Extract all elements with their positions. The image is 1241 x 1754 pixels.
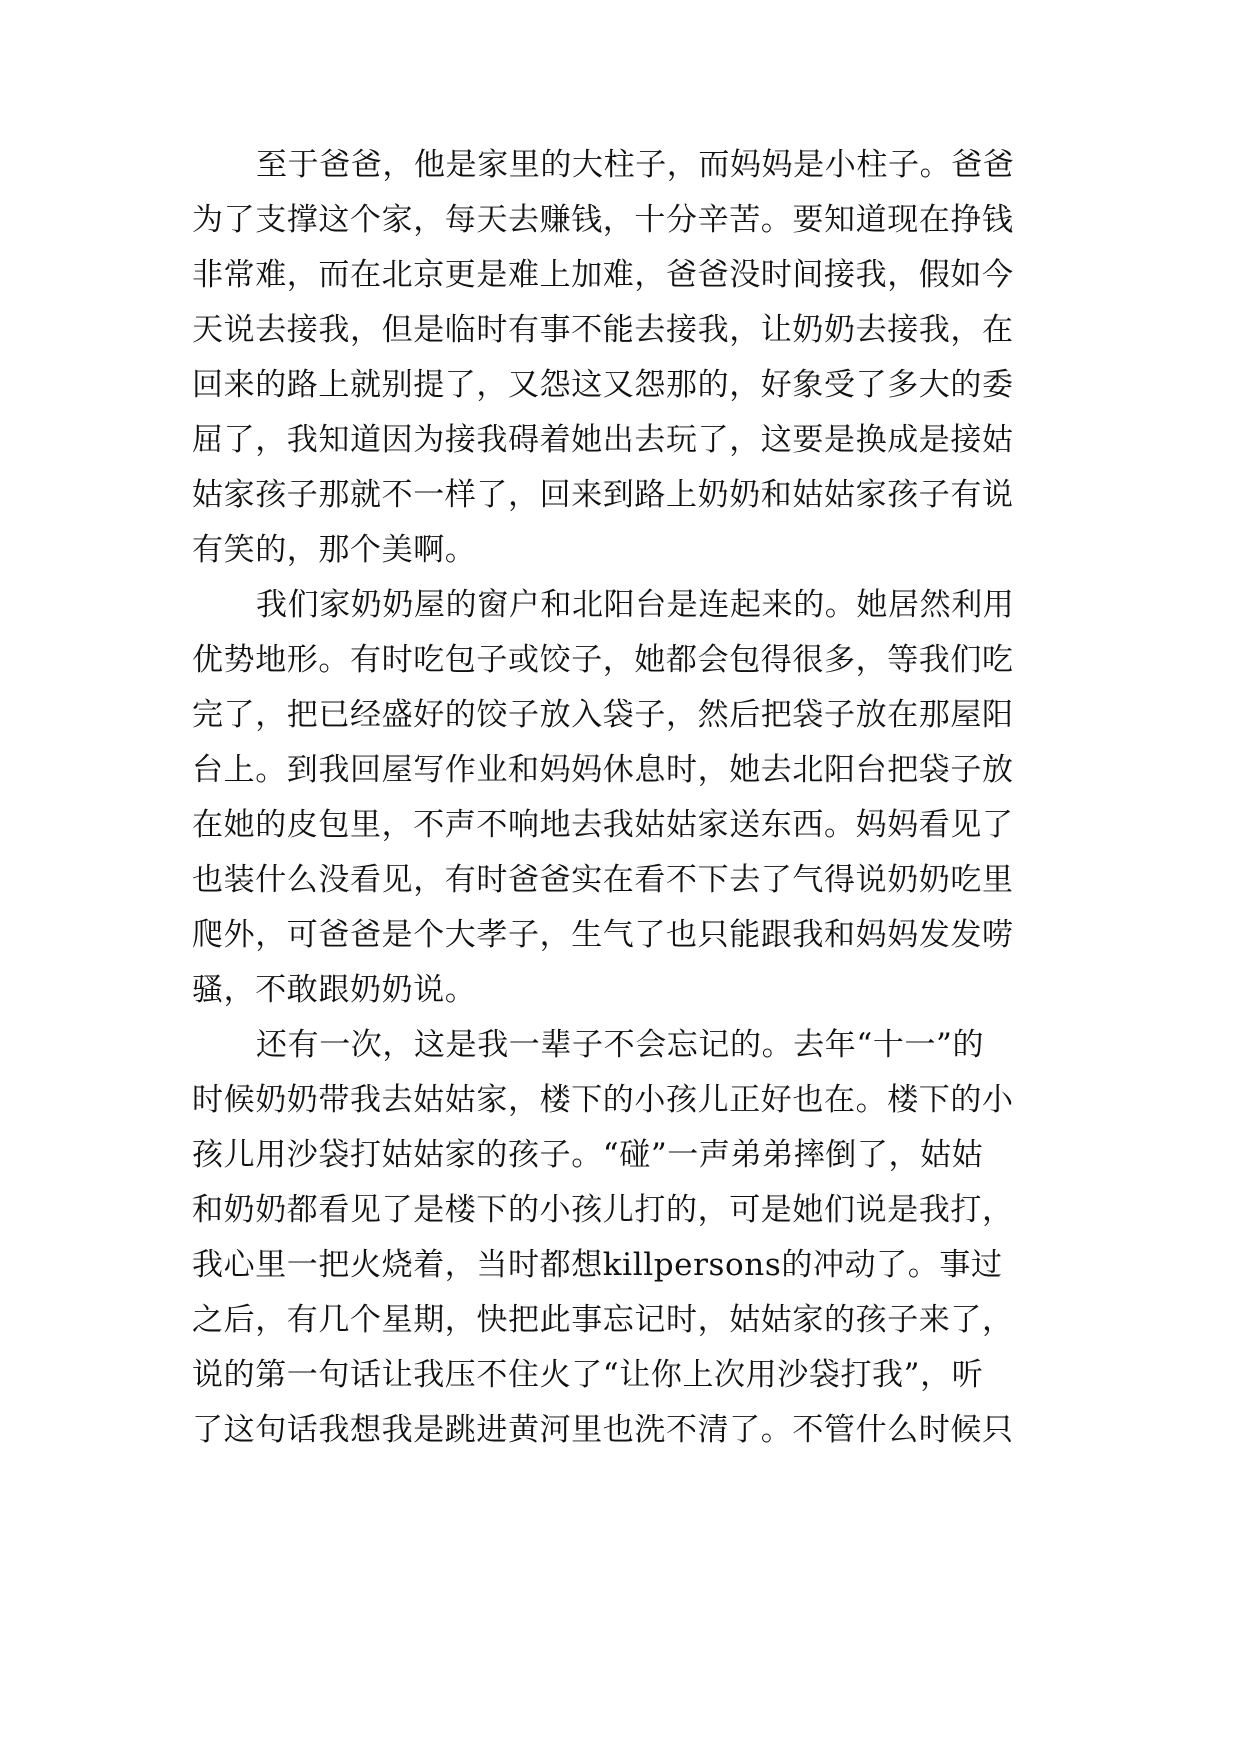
paragraph-line: 也装什么没看见，有时爸爸实在看不下去了气得说奶奶吃里 <box>192 862 1014 898</box>
paragraph-line: 孩儿用沙袋打姑姑家的孩子。“碰”一声弟弟摔倒了，姑姑 <box>192 1137 984 1173</box>
paragraph-line: 屈了，我知道因为接我碍着她出去玩了，这要是换成是接姑 <box>192 422 1014 458</box>
paragraph-line: 有笑的，那个美啊。 <box>192 532 477 568</box>
paragraph-line: 我心里一把火烧着，当时都想killpersons的冲动了。事过 <box>192 1247 1003 1283</box>
paragraph-line: 非常难，而在北京更是难上加难，爸爸没时间接我，假如今 <box>192 257 1014 293</box>
paragraph-line: 之后，有几个星期，快把此事忘记时，姑姑家的孩子来了， <box>192 1302 1014 1338</box>
paragraph-line: 完了，把已经盛好的饺子放入袋子，然后把袋子放在那屋阳 <box>192 697 1014 733</box>
paragraph-line: 骚，不敢跟奶奶说。 <box>192 972 477 1008</box>
paragraph-line: 还有一次，这是我一辈子不会忘记的。去年“十一”的 <box>256 1027 985 1063</box>
paragraph-line: 时候奶奶带我去姑姑家，楼下的小孩儿正好也在。楼下的小 <box>192 1082 1014 1118</box>
paragraph-line: 姑家孩子那就不一样了，回来到路上奶奶和姑姑家孩子有说 <box>192 477 1014 513</box>
paragraph-line: 天说去接我，但是临时有事不能去接我，让奶奶去接我，在 <box>192 312 1014 348</box>
paragraph-line: 至于爸爸，他是家里的大柱子，而妈妈是小柱子。爸爸 <box>256 147 1015 183</box>
paragraph-line: 说的第一句话让我压不住火了“让你上次用沙袋打我”，听 <box>192 1357 984 1393</box>
paragraph-line: 在她的皮包里，不声不响地去我姑姑家送东西。妈妈看见了 <box>192 807 1014 843</box>
paragraph-line: 了这句话我想我是跳进黄河里也洗不清了。不管什么时候只 <box>192 1412 1014 1448</box>
paragraph-line: 回来的路上就别提了，又怨这又怨那的，好象受了多大的委 <box>192 367 1014 403</box>
paragraph-line: 爬外，可爸爸是个大孝子，生气了也只能跟我和妈妈发发唠 <box>192 917 1014 953</box>
paragraph-line: 台上。到我回屋写作业和妈妈休息时，她去北阳台把袋子放 <box>192 752 1014 788</box>
paragraph-line: 我们家奶奶屋的窗户和北阳台是连起来的。她居然利用 <box>256 587 1015 623</box>
paragraph-line: 和奶奶都看见了是楼下的小孩儿打的，可是她们说是我打， <box>192 1192 1014 1228</box>
paragraph-line: 优势地形。有时吃包子或饺子，她都会包得很多，等我们吃 <box>192 642 1014 678</box>
paragraph-line: 为了支撑这个家，每天去赚钱，十分辛苦。要知道现在挣钱 <box>192 202 1014 238</box>
